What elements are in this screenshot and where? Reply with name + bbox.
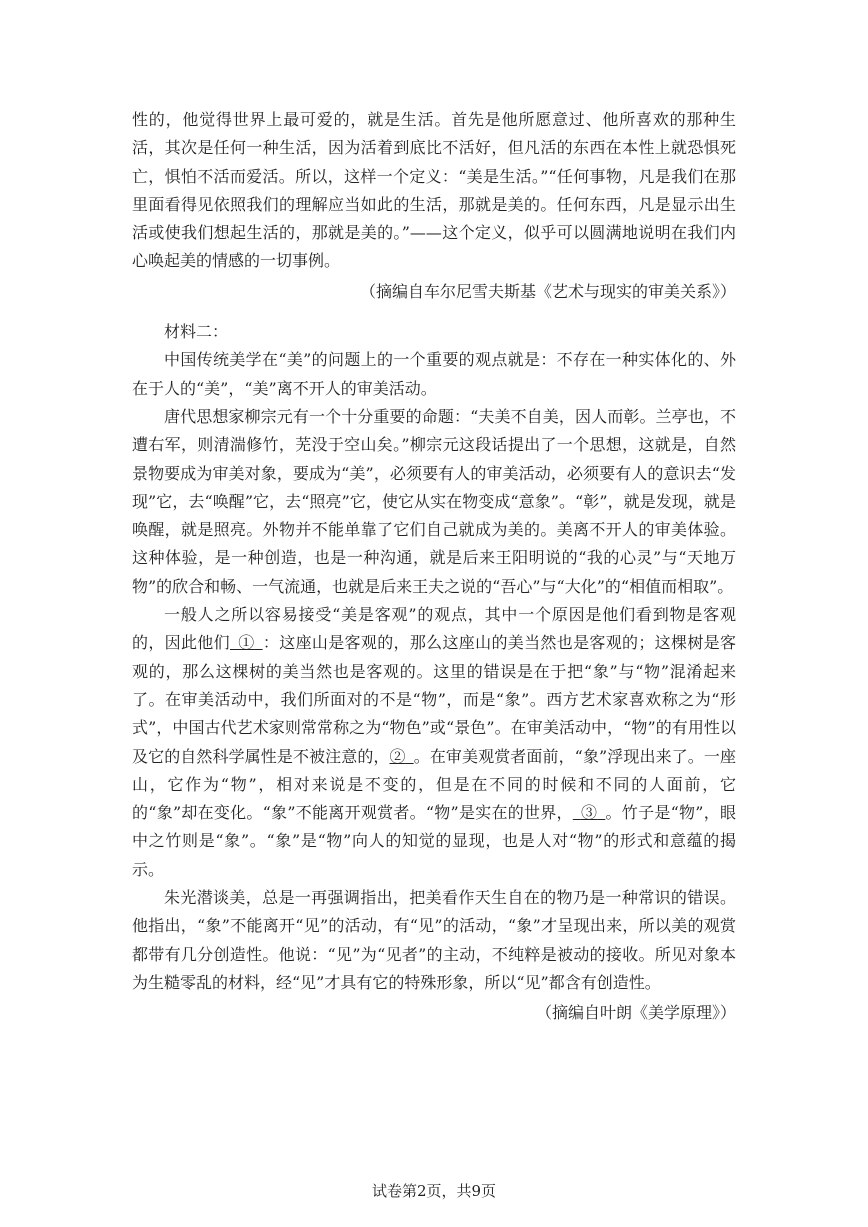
page-footer: 试卷第2页，共9页 bbox=[371, 1182, 497, 1200]
blank-3: ③ bbox=[580, 803, 598, 823]
blank-1: ① bbox=[237, 633, 255, 653]
material-two-paragraph-3 bbox=[132, 601, 736, 884]
material-two-paragraph-2: 唐代思想家柳宗元有一个十分重要的命题：“夫美不自美，因人而彰。兰亭也，不遭右军，则清湍修竹，芜没于空山矣。”柳宗元这段话提出了一个思想，这就是，自然景物要成为审美对象，要成为“美”，必须要有人的审美活动，必须要有人的意识去“发现”它，去“唤醒”它，去“照亮”它，使它从实在物变成“意象”。“彰”，就是发现，就是唤醒，就是照亮。外物并不能单靠了它们自己就成为美的。美离不开人的审美体验。这种体验，是一种创造，也是一种沟通，就是后来王阳明说的“我的心灵”与“天地万物”的欣合和畅、一气流通，也就是后来王夫之说的“吾心”与“大化”的“相值而相取”。 bbox=[132, 406, 736, 596]
material-two-source: （摘编自叶朗《美学原理》） bbox=[535, 1003, 736, 1023]
paragraph-text: 一般人之所以容易接受“美是客观”的观点，其中一个原因是他们看到物是客观的，因此他们 bbox=[132, 605, 736, 653]
material-two-label: 材料二： bbox=[164, 322, 229, 342]
material-two-paragraph-1: 中国传统美学在“美”的问题上的一个重要的观点就是：不存在一种实体化的、外在于人的“美”，“美”离不开人的审美活动。 bbox=[132, 350, 736, 398]
blank-2: ② bbox=[389, 746, 406, 766]
page-content bbox=[132, 106, 736, 1040]
material-one-source: （摘编自车尔尼雪夫斯基《艺术与现实的审美关系》） bbox=[359, 281, 736, 301]
paragraph-text: ：这座山是客观的，那么这座山的美当然也是客观的；这棵树是客观的，那么这棵树的美当然也是客观的。这里的错误是在于把“象”与“物”混淆起来了。在审美活动中，我们所面对的不是“物”，而是“象”。西方艺术家喜欢称之为“形式”，中国古代艺术家则常常称之为“物色”或“景色”。在审美活动中，“物”的有用性以及它的自然科学属性是不被注意的， bbox=[132, 633, 736, 766]
material-two-paragraph-4: 朱光潜谈美，总是一再强调指出，把美看作天生自在的物乃是一种常识的错误。他指出，“象”不能离开“见”的活动，有“见”的活动，“象”才呈现出来，所以美的观赏都带有几分创造性。他说：“见”为“见者”的主动，不纯粹是被动的接收。所见对象本为生糙零乱的材料，经“见”才具有它的特殊形象，所以“见”都含有创造性。 bbox=[132, 888, 736, 992]
paragraph-text: 。竹子是“物”，眼中之竹则是“象”。“象”是“物”向人的知觉的显现，也是人对“物”的形式和意蕴的揭示。 bbox=[132, 803, 736, 879]
paragraph-text: 。在审美观赏者面前，“象”浮现出来了。一座山，它作为“物”，相对来说是不变的，但是在不同的时候和不同的人面前，它的“象”却在变化。“象”不能离开观赏者。“物”是实在的世界， bbox=[132, 746, 736, 823]
material-one-paragraph: 性的，他觉得世界上最可爱的，就是生活。首先是他所愿意过、他所喜欢的那种生活，其次是任何一种生活，因为活着到底比不活好，但凡活的东西在本性上就恐惧死亡，惧怕不活而爱活。所以，这样一个定义：“美是生活。”“任何事物，凡是我们在那里面看得见依照我们的理解应当如此的生活，那就是美的。任何东西，凡是显示出生活或使我们想起生活的，那就是美的。”——这个定义，似乎可以圆满地说明在我们内心唤起美的情感的一切事例。 bbox=[132, 110, 736, 271]
